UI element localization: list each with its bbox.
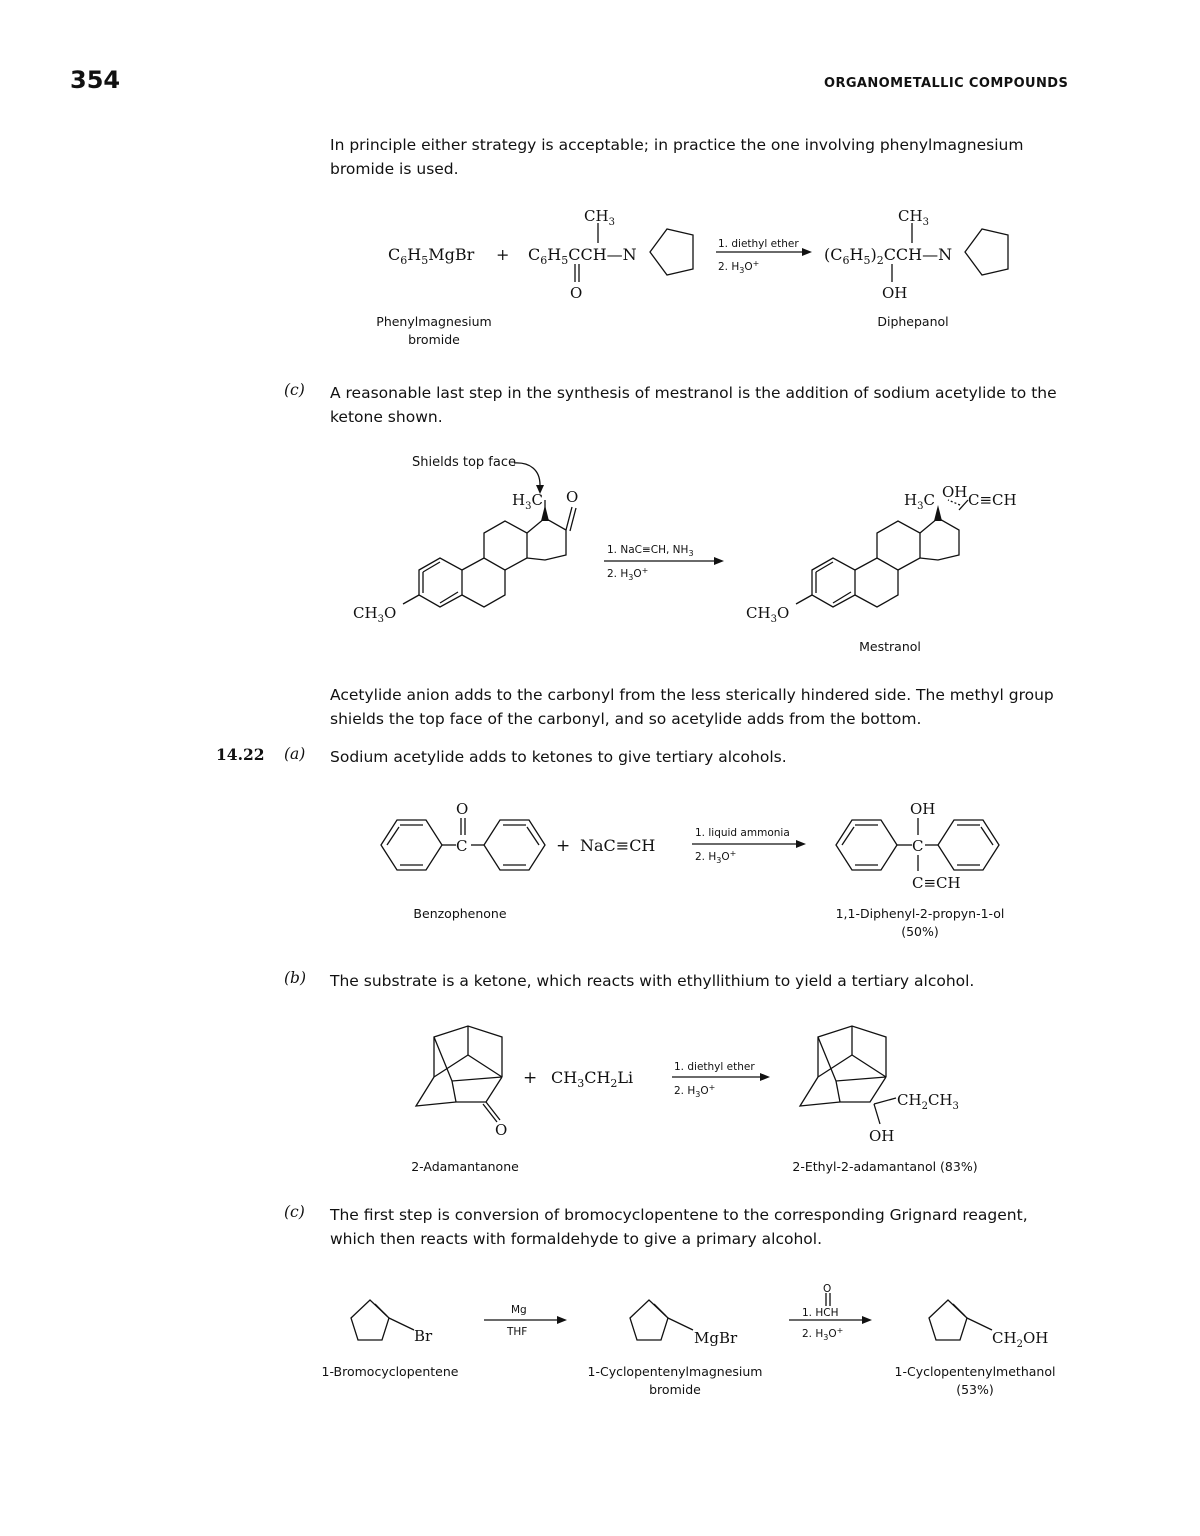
part-a-label: (a) <box>284 745 306 763</box>
benz-cond1: 1. liquid ammonia <box>695 827 790 839</box>
mestranol-cond1: 1. NaC≡CH, $NH_3$ <box>607 544 694 558</box>
ch3-label-2: $CH_3$ <box>898 207 929 228</box>
mgbr-label: MgBr <box>694 1329 738 1347</box>
caption-diphenylpropynol: 1,1-Diphenyl-2-propyn-1-ol (50%) <box>835 906 1005 939</box>
adam-cond2: 2. $H_3O^+$ <box>674 1083 716 1099</box>
cond1-label: 1. diethyl ether <box>718 238 799 250</box>
oh-right: OH <box>942 483 968 501</box>
ch3o-right: $CH_3O$ <box>746 604 790 625</box>
benzophenone-o: O <box>456 800 469 818</box>
cond2-label: 2. $H_3O^+$ <box>718 259 760 275</box>
product-c: C <box>912 837 924 855</box>
page-number: 354 <box>70 66 121 94</box>
shields-top-face-label: Shields top face <box>412 455 516 470</box>
part-a-text: Sodium acetylide adds to ketones to give tertiary alcohols. <box>330 748 787 766</box>
adamantanone-o: O <box>495 1121 508 1139</box>
caption-bromocyclopentene: 1-Bromocyclopentene <box>321 1364 459 1379</box>
ethyllithium: $CH_3CH_2Li$ <box>551 1068 634 1090</box>
nacch-reagent: NaC≡CH <box>580 836 656 855</box>
thf-cond: THF <box>507 1326 528 1338</box>
product-ethynyl: C≡CH <box>912 874 961 892</box>
product-formula: $(C_6H_5)_2CCH—N$ <box>824 245 953 267</box>
ethynyl-right: C≡CH <box>968 491 1017 509</box>
h3c-left: $H_3C$ <box>512 491 543 512</box>
part-c2-text: The first step is conversion of bromocyclopentene to the corresponding Grignard reagent, which then reacts with formaldehyde to give a primary alcohol. <box>330 1206 1028 1248</box>
adam-cond1: 1. diethyl ether <box>674 1061 755 1073</box>
part-c2-label: (c) <box>284 1203 305 1221</box>
reagent-c6h5mgbr: $C_6H_5MgBr$ <box>388 245 475 267</box>
ethyl-group: $CH_2CH_3$ <box>897 1091 959 1112</box>
caption-diphepanol: Diphepanol <box>877 314 949 329</box>
br-label: Br <box>414 1327 433 1345</box>
formaldehyde-o: O <box>823 1283 832 1295</box>
caption-benzophenone: Benzophenone <box>413 906 507 921</box>
caption-mestranol: Mestranol <box>859 639 921 654</box>
plus-sign-b: + <box>523 1068 538 1088</box>
benzophenone-c: C <box>456 837 468 855</box>
caption-phenylmagnesium: Phenylmagnesium bromide <box>376 314 492 347</box>
h3o-cond: 2. $H_3O^+$ <box>802 1326 844 1342</box>
ch3-label: $CH_3$ <box>584 207 615 228</box>
oh-label: OH <box>882 284 908 302</box>
plus-sign: + <box>496 245 510 264</box>
ch3o-left: $CH_3O$ <box>353 604 397 625</box>
mestranol-explanation: Acetylide anion adds to the carbonyl from the less sterically hindered side. The methyl group shields the top face of the carbonyl, and so acetylide adds from the bottom. <box>330 686 1054 728</box>
running-title: ORGANOMETALLIC COMPOUNDS <box>824 76 1069 91</box>
ketone-formula: $C_6H_5CCH—N$ <box>528 245 637 267</box>
mg-cond: Mg <box>511 1304 527 1316</box>
caption-adamantanone: 2-Adamantanone <box>411 1159 519 1174</box>
problem-number: 14.22 <box>216 745 265 764</box>
caption-cyclopentenylmagnesium: 1-Cyclopentenylmagnesium bromide <box>587 1364 763 1397</box>
part-c-text: A reasonable last step in the synthesis of mestranol is the addition of sodium acetylide to the ketone shown. <box>330 384 1057 426</box>
plus-sign-a: + <box>556 836 571 856</box>
part-b-label: (b) <box>284 969 307 987</box>
caption-ethyladamantanol: 2-Ethyl-2-adamantanol (83%) <box>792 1159 978 1174</box>
ketone-o: O <box>566 488 579 506</box>
caption-cyclopentenylmethanol: 1-Cyclopentenylmethanol (53%) <box>894 1364 1056 1397</box>
part-b-text: The substrate is a ketone, which reacts with ethyllithium to yield a tertiary alcohol. <box>330 972 975 990</box>
h3c-right: $H_3C$ <box>904 491 935 512</box>
hch-cond: 1. HCH <box>802 1307 839 1319</box>
intro-paragraph: In principle either strategy is acceptable; in practice the one involving phenylmagnesium bromide is used. <box>330 136 1024 178</box>
mestranol-cond2: 2. $H_3O^+$ <box>607 566 649 582</box>
part-c-label: (c) <box>284 381 305 399</box>
benz-cond2: 2. $H_3O^+$ <box>695 849 737 865</box>
oxygen-label: O <box>570 284 583 302</box>
product-oh: OH <box>910 800 936 818</box>
ch2oh-label: $CH_2OH$ <box>992 1329 1049 1350</box>
adamantanol-oh: OH <box>869 1127 895 1145</box>
